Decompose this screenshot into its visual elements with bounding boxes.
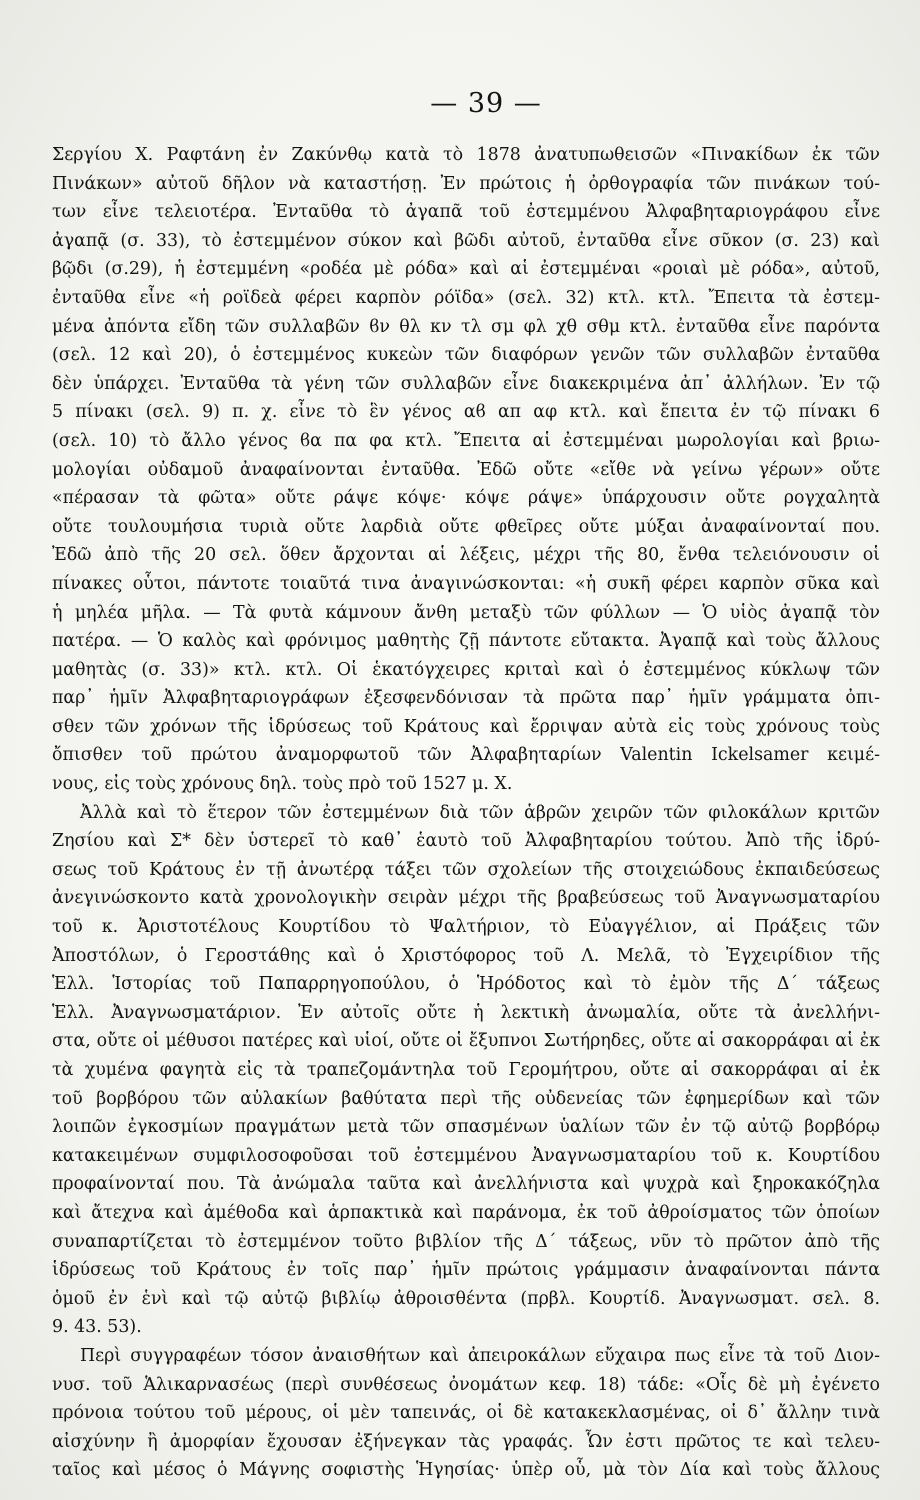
text-line: (σελ. 10) τὸ ἄλλο γένος ϐα πα φα κτλ. Ἔπειτα αἱ ἐστεμμέναι μωρολογίαι καὶ βριω- <box>52 430 880 451</box>
text-line: Σεργίου Χ. Ραφτάνη ἐν Ζακύνθῳ κατὰ τὸ 1878 ἀνατυπωθεισῶν «Πινακίδων ἐκ τῶν <box>52 145 880 165</box>
text-line: κατακειμένων συμφιλοσοφοῦσαι τοῦ ἐστεμμένου Ἀναγνωσματαρίου τοῦ κ. Κουρτίδου <box>52 1145 880 1166</box>
text-line: παρ᾽ ἡμῖν Ἀλφαβηταριογράφων ἐξεσφενδόνισαν τὰ πρῶτα παρ᾽ ἡμῖν γράμματα ὀπι- <box>52 688 880 709</box>
text-line: πατέρα. — Ὁ καλὸς καὶ φρόνιμος μαθητὴς ζῇ πάντοτε εὔτακτα. Ἀγαπᾷ καὶ τοὺς ἄλλους <box>52 631 880 652</box>
text-line: δὲν ὑπάρχει. Ἐνταῦθα τὰ γένη τῶν συλλαβῶν εἶνε διακεκριμένα ἀπ᾽ ἀλλήλων. Ἐν τῷ <box>52 373 880 394</box>
text-line: ἐνταῦθα εἶνε «ἡ ροϊδεὰ φέρει καρπὸν ρόϊδα» (σελ. 32) κτλ. κτλ. Ἔπειτα τὰ ἐστεμ- <box>52 287 880 308</box>
body-text <box>52 141 880 1485</box>
text-line: καὶ ἄτεχνα καὶ ἀμέθοδα καὶ ἁρπακτικὰ καὶ παράνομα, ἐκ τοῦ ἀθροίσματος τῶν ὁποίων <box>52 1202 880 1223</box>
text-line: νυσ. τοῦ Ἁλικαρνασέως (περὶ συνθέσεως ὀνομάτων κεφ. 18) τάδε: «Οἷς δὲ μὴ ἐγένετο <box>52 1374 880 1395</box>
text-line: νους, εἰς τοὺς χρόνους δηλ. τοὺς πρὸ τοῦ 1527 μ. Χ. <box>52 774 513 795</box>
text-line: (σελ. 12 καὶ 20), ὁ ἐστεμμένος κυκεὼν τῶν διαφόρων γενῶν τῶν συλλαβῶν ἐνταῦθα <box>52 345 880 366</box>
text-line: τοῦ βορβόρου τῶν αὐλακίων βαθύτατα περὶ τῆς οὐδενείας τῶν ἐφημερίδων καὶ τῶν <box>52 1088 880 1109</box>
text-line: σεως τοῦ Κράτους ἐν τῇ ἀνωτέρᾳ τάξει τῶν σχολείων τῆς στοιχειώδους ἐκπαιδεύσεως <box>52 859 880 880</box>
text-line: αἰσχύνην ἢ ἀμορφίαν ἔχουσαν ἐξήνεγκαν τὰς γραφάς. Ὧν ἐστι πρῶτος τε καὶ τελευ- <box>52 1431 880 1452</box>
text-line: οὔτε τουλουμήσια τυριὰ οὔτε λαρδιὰ οὔτε φθεῖρες οὔτε μύξαι ἀναφαίνονταί που. <box>52 516 880 537</box>
text-line: ἡ μηλέα μῆλα. — Τὰ φυτὰ κάμνουν ἄνθη μεταξὺ τῶν φύλλων — Ὁ υἱὸς ἀγαπᾷ τὸν <box>52 602 880 623</box>
text-line: Ἑλλ. Ἀναγνωσματάριον. Ἐν αὐτοῖς οὔτε ἡ λεκτικὴ ἀνωμαλία, οὔτε τὰ ἀνελλήνι- <box>52 1002 880 1023</box>
text-line: ἀγαπᾷ (σ. 33), τὸ ἐστεμμένον σύκον καὶ βῶδι αὐτοῦ, ἐνταῦθα εἶνε σῦκον (σ. 23) καὶ <box>52 230 880 251</box>
page-number: — 39 — <box>430 88 542 119</box>
text-line: λοιπῶν ἐγκοσμίων πραγμάτων μετὰ τῶν σπασμένων ὑαλίων τῶν ἐν τῷ αὐτῷ βορβόρῳ <box>52 1117 880 1138</box>
text-line: προφαίνονταί που. Τὰ ἀνώμαλα ταῦτα καὶ ἀνελλήνιστα καὶ ψυχρὰ καὶ ξηροκακόζηλα <box>52 1174 880 1195</box>
text-line: 5 πίνακι (σελ. 9) π. χ. εἶνε τὸ ἓν γένος αϐ απ αφ κτλ. καὶ ἔπειτα ἐν τῷ πίνακι 6 <box>52 402 880 423</box>
text-line: Περὶ συγγραφέων τόσον ἀναισθήτων καὶ ἀπειροκάλων εὔχαιρα πως εἶνε τὰ τοῦ Διον- <box>80 1345 880 1366</box>
text-line: στα, οὔτε οἱ μέθυσοι πατέρες καὶ υἱοί, οὔτε οἱ ἔξυπνοι Σωτήρηδες, οὔτε αἱ σακορράφαι αἱ ἐκ <box>52 1031 880 1052</box>
text-line: «πέρασαν τὰ φῶτα» οὔτε ράψε κόψε· κόψε ράψε» ὑπάρχουσιν οὔτε ρογχαλητὰ <box>52 488 880 509</box>
text-line: μένα ἀπόντα εἴδη τῶν συλλαβῶν ϐν θλ κν τλ σμ φλ χθ σθμ κτλ. ἐνταῦθα εἶνε παρόντα <box>52 316 880 337</box>
text-line: πίνακες οὗτοι, πάντοτε τοιαῦτά τινα ἀναγινώσκονται: «ἡ συκῆ φέρει καρπὸν σῦκα καὶ <box>52 573 880 594</box>
text-line: 9. 43. 53). <box>52 1317 142 1338</box>
text-line: μολογίαι οὐδαμοῦ ἀναφαίνονται ἐνταῦθα. Ἐδῶ οὔτε «εἴθε νὰ γείνω γέρων» οὔτε <box>52 459 880 480</box>
text-line: τὰ χυμένα φαγητὰ εἰς τὰ τραπεζομάντηλα τοῦ Γερομήτρου, οὔτε αἱ σακορράφαι αἱ ἐκ <box>52 1060 880 1080</box>
text-line: βῷδι (σ.29), ἡ ἐστεμμένη «ροδέα μὲ ρόδα» καὶ αἱ ἐστεμμέναι «ροιαὶ μὲ ρόδα», αὐτοῦ, <box>52 259 880 280</box>
text-line: ταῖος καὶ μέσος ὁ Μάγνης σοφιστὴς Ἡγησίας· ὑπὲρ οὗ, μὰ τὸν Δία καὶ τοὺς ἄλλους <box>52 1460 880 1481</box>
text-line: ὁμοῦ ἐν ἑνὶ καὶ τῷ αὐτῷ βιβλίῳ ἀθροισθέντα (πρβλ. Κουρτίδ. Ἀναγνωσματ. σελ. 8. <box>52 1288 880 1309</box>
text-line: πρόνοια τούτου τοῦ μέρους, οἱ μὲν ταπεινάς, οἱ δὲ κατακεκλασμένας, οἱ δ᾽ ἄλλην τινὰ <box>52 1403 880 1424</box>
text-line: Πινάκων» αὐτοῦ δῆλον νὰ καταστήσῃ. Ἐν πρώτοις ἡ ὀρθογραφία τῶν πινάκων τού- <box>52 173 880 194</box>
text-line: Ἐδῶ ἀπὸ τῆς 20 σελ. ὅθεν ἄρχονται αἱ λέξεις, μέχρι τῆς 80, ἔνθα τελειόνουσιν οἱ <box>52 545 880 566</box>
text-line: συναπαρτίζεται τὸ ἐστεμμένον τοῦτο βιβλίον τῆς Δ´ τάξεως, νῦν τὸ πρῶτον ἀπὸ τῆς <box>52 1231 880 1252</box>
text-line: Ἀποστόλων, ὁ Γεροστάθης καὶ ὁ Χριστόφορος τοῦ Λ. Μελᾶ, τὸ Ἐγχειρίδιον τῆς <box>52 945 880 966</box>
text-line: ὄπισθεν τοῦ πρώτου ἀναμορφωτοῦ τῶν Ἀλφαβηταρίων Valentin Ickelsamer κειμέ- <box>52 745 880 766</box>
text-line: Ἑλλ. Ἱστορίας τοῦ Παπαρρηγοπούλου, ὁ Ἡρόδοτος καὶ τὸ ἐμὸν τῆς Δ´ τάξεως <box>52 974 880 995</box>
text-line: των εἶνε τελειοτέρα. Ἐνταῦθα τὸ ἀγαπᾶ τοῦ ἐστεμμένου Ἀλφαβηταριογράφου εἶνε <box>52 202 880 223</box>
text-line: Ζησίου καὶ Σ* δὲν ὑστερεῖ τὸ καθ᾽ ἑαυτὸ τοῦ Ἀλφαβηταρίου τούτου. Ἀπὸ τῆς ἱδρύ- <box>52 831 880 852</box>
text-line: Ἀλλὰ καὶ τὸ ἕτερον τῶν ἐστεμμένων διὰ τῶν ἁβρῶν χειρῶν τῶν φιλοκάλων κριτῶν <box>80 802 880 823</box>
text-line: σθεν τῶν χρόνων τῆς ἱδρύσεως τοῦ Κράτους καὶ ἔρριψαν αὐτὰ εἰς τοὺς χρόνους τοὺς <box>52 716 880 737</box>
text-line: ἀνεγινώσκοντο κατὰ χρονολογικὴν σειρὰν μέχρι τῆς βραβεύσεως τοῦ Ἀναγνωσματαρίου <box>52 888 880 909</box>
text-line: μαθητὰς (σ. 33)» κτλ. κτλ. Οἱ ἑκατόγχειρες κριταὶ καὶ ὁ ἐστεμμένος κύκλωψ τῶν <box>52 659 880 680</box>
text-line: τοῦ κ. Ἀριστοτέλους Κουρτίδου τὸ Ψαλτήριον, τὸ Εὐαγγέλιον, αἱ Πράξεις τῶν <box>52 917 880 938</box>
text-line: ἱδρύσεως τοῦ Κράτους ἐν τοῖς παρ᾽ ἡμῖν πρώτοις γράμμασιν ἀναφαίνονται πάντα <box>52 1260 880 1281</box>
